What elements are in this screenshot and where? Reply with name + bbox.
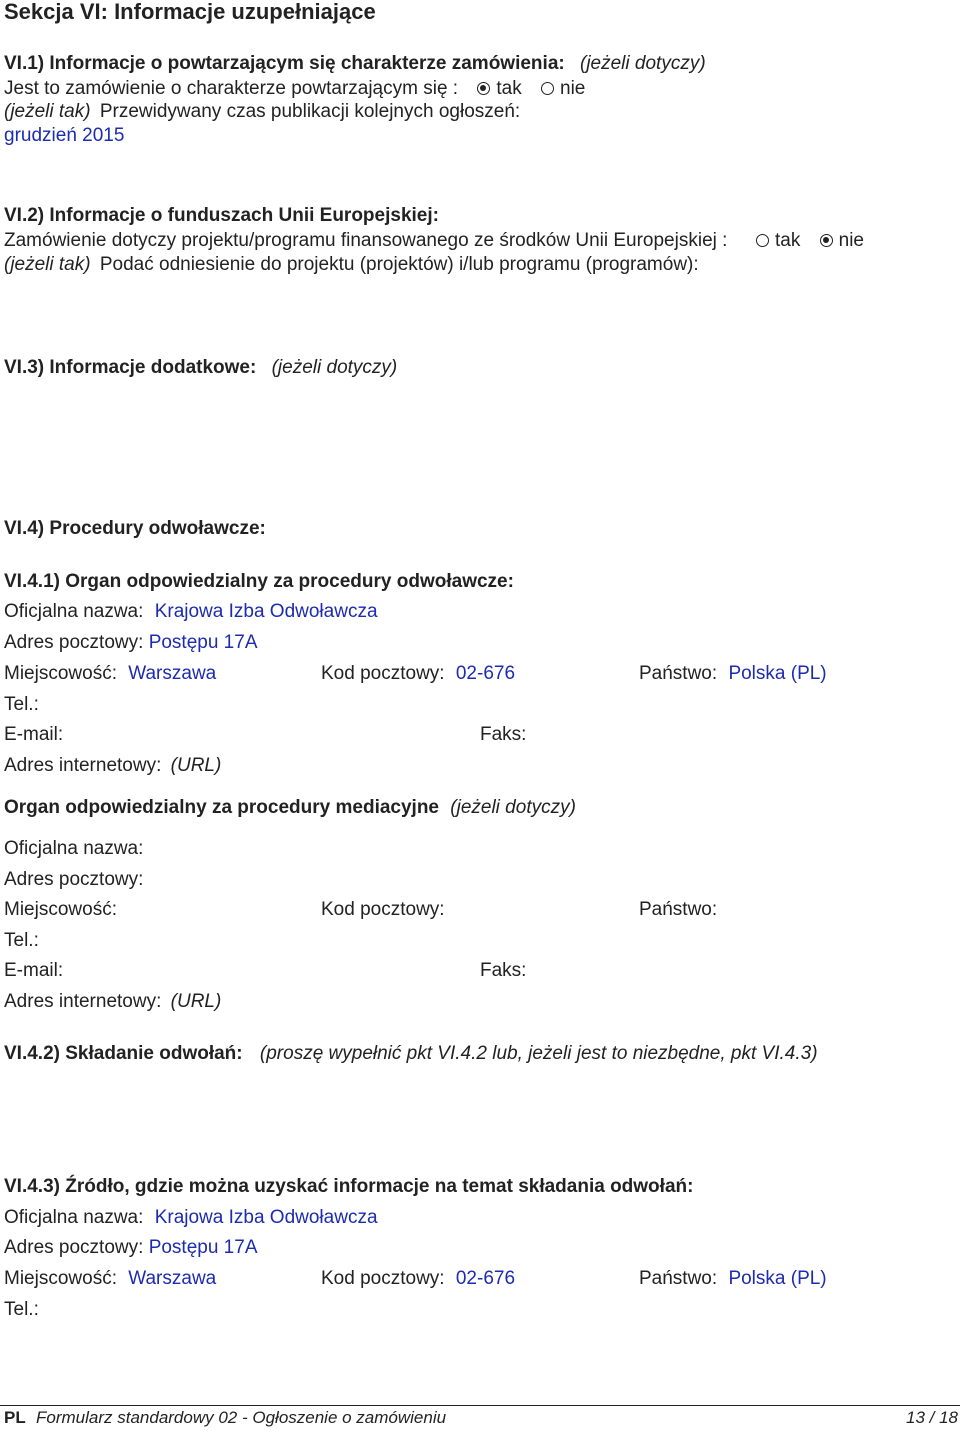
vi3-heading-row [4, 356, 397, 380]
mediation-url-label: Adres internetowy: [4, 991, 162, 1012]
vi41-url-label: Adres internetowy: [4, 755, 162, 776]
vi43-country-label: Państwo: [639, 1268, 718, 1289]
mediation-name-label: Oficjalna nazwa: [4, 838, 144, 859]
vi41-email-label: E-mail: [4, 724, 64, 745]
vi43-city-row [4, 1267, 216, 1291]
vi41-country: Polska (PL) [728, 663, 827, 684]
vi41-heading: VI.4.1) Organ odpowiedzialny za procedury odwoławcze: [4, 571, 514, 592]
vi43-address-row [4, 1236, 258, 1260]
vi43-postal-row [321, 1267, 515, 1291]
vi42-heading: VI.4.2) Składanie odwołań: [4, 1043, 243, 1064]
vi1-heading-row [4, 52, 706, 76]
vi41-country-row [639, 662, 827, 686]
mediation-url-row [4, 990, 221, 1014]
footer-lang: PL [4, 1408, 26, 1427]
mediation-country-label: Państwo: [639, 899, 718, 920]
vi1-cond: (jeżeli tak) [4, 101, 91, 122]
vi41-name: Krajowa Izba Odwoławcza [154, 601, 378, 622]
mediation-fax-label: Faks: [480, 960, 527, 981]
vi1-question-row [4, 77, 585, 101]
mediation-heading-row [4, 796, 576, 820]
page-footer [0, 1405, 960, 1429]
vi43-postal: 02-676 [455, 1268, 516, 1289]
vi2-options [752, 229, 864, 253]
footer-form-name: Formularz standardowy 02 - Ogłoszenie o zamówieniu [36, 1408, 447, 1427]
vi41-country-label: Państwo: [639, 663, 718, 684]
vi3-heading: VI.3) Informacje dodatkowe: [4, 357, 257, 378]
vi41-fax-label: Faks: [480, 724, 527, 745]
vi43-city: Warszawa [128, 1268, 217, 1289]
vi1-heading: VI.1) Informacje o powtarzającym się charakterze zamówienia: [4, 53, 565, 74]
vi41-postal-label: Kod pocztowy: [321, 663, 445, 684]
footer-page-number: 13 / 18 [906, 1408, 958, 1427]
vi2-radio-no[interactable] [820, 234, 833, 247]
vi41-address-label: Adres pocztowy: [4, 632, 144, 653]
vi1-radio-yes[interactable] [477, 82, 490, 95]
vi41-address-row [4, 631, 258, 655]
mediation-address-label: Adres pocztowy: [4, 869, 144, 890]
vi1-radio-no[interactable] [541, 82, 554, 95]
page-title: Sekcja VI: Informacje uzupełniające [4, 0, 376, 24]
vi1-cond-row [4, 100, 520, 124]
vi41-tel-label: Tel.: [4, 694, 39, 715]
vi1-heading-note: (jeżeli dotyczy) [580, 53, 706, 74]
mediation-city-label: Miejscowość: [4, 899, 117, 920]
vi41-url-row [4, 754, 221, 778]
vi42-row [4, 1042, 818, 1066]
vi41-city-label: Miejscowość: [4, 663, 117, 684]
vi43-heading: VI.4.3) Źródło, gdzie można uzyskać informacje na temat składania odwołań: [4, 1176, 694, 1197]
vi2-question: Zamówienie dotyczy projektu/programu finansowanego ze środków Unii Europejskiej : [4, 230, 728, 251]
vi2-opt-no: nie [838, 230, 864, 251]
vi41-postal: 02-676 [455, 663, 516, 684]
vi1-question: Jest to zamówienie o charakterze powtarzającym się : [4, 78, 459, 99]
vi43-address: Postępu 17A [148, 1237, 258, 1258]
mediation-email-label: E-mail: [4, 960, 64, 981]
vi41-city: Warszawa [128, 663, 217, 684]
vi1-cond-text: Przewidywany czas publikacji kolejnych ogłoszeń: [99, 101, 521, 122]
vi43-country: Polska (PL) [728, 1268, 827, 1289]
vi2-radio-yes[interactable] [756, 234, 769, 247]
vi41-name-label: Oficjalna nazwa: [4, 601, 144, 622]
vi2-cond-text: Podać odniesienie do projektu (projektów) i/lub programu (programów): [99, 254, 699, 275]
vi43-postal-label: Kod pocztowy: [321, 1268, 445, 1289]
mediation-heading: Organ odpowiedzialny za procedury mediacyjne [4, 797, 439, 818]
vi43-name-row [4, 1206, 378, 1230]
vi41-url-note: (URL) [170, 755, 222, 776]
mediation-url-note: (URL) [170, 991, 222, 1012]
vi43-city-label: Miejscowość: [4, 1268, 117, 1289]
vi1-opt-no: nie [560, 78, 586, 99]
vi43-name: Krajowa Izba Odwoławcza [154, 1207, 378, 1228]
vi2-opt-yes: tak [775, 230, 801, 251]
vi1-answer: grudzień 2015 [4, 125, 125, 146]
mediation-tel-label: Tel.: [4, 930, 39, 951]
mediation-postal-label: Kod pocztowy: [321, 899, 445, 920]
vi43-name-label: Oficjalna nazwa: [4, 1207, 144, 1228]
vi41-city-row [4, 662, 216, 686]
vi43-address-label: Adres pocztowy: [4, 1237, 144, 1258]
vi41-address: Postępu 17A [148, 632, 258, 653]
mediation-heading-note: (jeżeli dotyczy) [450, 797, 576, 818]
vi3-heading-note: (jeżeli dotyczy) [271, 357, 398, 378]
vi43-tel-label: Tel.: [4, 1299, 39, 1320]
vi4-heading: VI.4) Procedury odwoławcze: [4, 518, 266, 539]
vi41-name-row [4, 600, 378, 624]
vi1-opt-yes: tak [496, 78, 522, 99]
vi2-heading: VI.2) Informacje o funduszach Unii Europejskiej: [4, 205, 439, 226]
vi43-country-row [639, 1267, 827, 1291]
vi42-note: (proszę wypełnić pkt VI.4.2 lub, jeżeli jest to niezbędne, pkt VI.4.3) [259, 1043, 818, 1064]
vi41-postal-row [321, 662, 515, 686]
vi2-cond: (jeżeli tak) [4, 254, 91, 275]
vi2-cond-row [4, 253, 699, 277]
